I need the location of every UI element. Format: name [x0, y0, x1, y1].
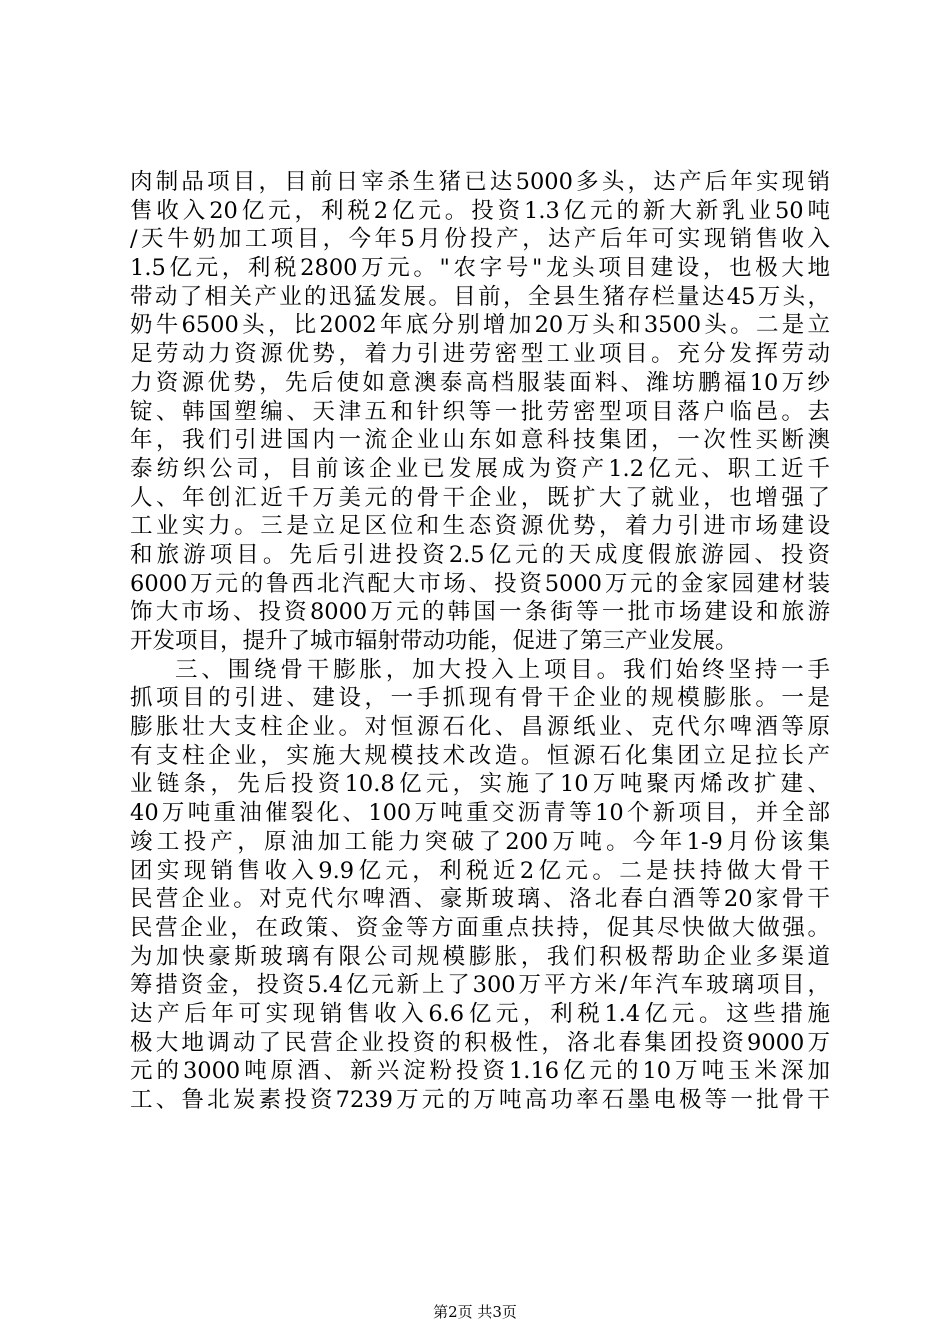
text-line: 6000万元的鲁西北汽配大市场、投资5000万元的金家园建材装 [130, 570, 830, 597]
text-line: 锭、韩国塑编、天津五和针织等一批劳密型项目落户临邑。去 [130, 398, 830, 425]
text-line: 人、年创汇近千万美元的骨干企业，既扩大了就业，也增强了 [130, 484, 830, 511]
paragraph-start-line: 三、围绕骨干膨胀，加大投入上项目。我们始终坚持一手 [175, 656, 830, 683]
text-line: 1.5亿元，利税2800万元。"农字号"龙头项目建设，也极大地 [130, 255, 830, 282]
text-line: 业链条，先后投资10.8亿元，实施了10万吨聚丙烯改扩建、 [130, 771, 830, 798]
text-line: 抓项目的引进、建设，一手抓现有骨干企业的规模膨胀。一是 [130, 685, 830, 712]
text-line: 肉制品项目，目前日宰杀生猪已达5000多头，达产后年实现销 [130, 169, 830, 195]
text-line: 足劳动力资源优势，着力引进劳密型工业项目。充分发挥劳动 [130, 341, 830, 368]
text-line: 膨胀壮大支柱企业。对恒源石化、昌源纸业、克代尔啤酒等原 [130, 714, 830, 741]
text-line: 为加快豪斯玻璃有限公司规模膨胀，我们积极帮助企业多渠道 [130, 943, 830, 970]
text-line: 筹措资金，投资5.4亿元新上了300万平方米/年汽车玻璃项目， [130, 972, 830, 999]
text-line: 和旅游项目。先后引进投资2.5亿元的天成度假旅游园、投资 [130, 541, 830, 568]
text-line: 售收入20亿元，利税2亿元。投资1.3亿元的新大新乳业50吨 [130, 197, 830, 224]
page-footer: 第2页 共3页 [433, 1303, 517, 1321]
text-line: 力资源优势，先后使如意澳泰高档服装面料、潍坊鹏福10万纱 [130, 369, 830, 396]
text-line: 饰大市场、投资8000万元的韩国一条街等一批市场建设和旅游 [130, 599, 830, 626]
text-line: 年，我们引进国内一流企业山东如意科技集团，一次性买断澳 [130, 427, 830, 454]
text-line: 达产后年可实现销售收入6.6亿元，利税1.4亿元。这些措施 [130, 1000, 830, 1027]
body-text [130, 168, 830, 1115]
text-line: 有支柱企业，实施大规模技术改造。恒源石化集团立足拉长产 [130, 742, 830, 769]
text-line: 元的3000吨原酒、新兴淀粉投资1.16亿元的10万吨玉米深加 [130, 1058, 830, 1085]
text-line: 40万吨重油催裂化、100万吨重交沥青等10个新项目，并全部 [130, 800, 830, 827]
text-line: 奶牛6500头，比2002年底分别增加20万头和3500头。二是立 [130, 312, 830, 339]
text-line: 民营企业，在政策、资金等方面重点扶持，促其尽快做大做强。 [130, 914, 830, 941]
text-line: 泰纺织公司，目前该企业已发展成为资产1.2亿元、职工近千 [130, 455, 830, 482]
paragraph-end-line: 开发项目，提升了城市辐射带动功能，促进了第三产业发展。 [130, 628, 738, 654]
text-line: /天牛奶加工项目，今年5月份投产，达产后年可实现销售收入 [130, 226, 830, 253]
text-line: 极大地调动了民营企业投资的积极性，洛北春集团投资9000万 [130, 1029, 830, 1056]
text-line: 工业实力。三是立足区位和生态资源优势，着力引进市场建设 [130, 513, 830, 540]
text-line: 带动了相关产业的迅猛发展。目前，全县生猪存栏量达45万头， [130, 283, 830, 310]
text-line: 团实现销售收入9.9亿元，利税近2亿元。二是扶持做大骨干 [130, 857, 830, 884]
text-line: 民营企业。对克代尔啤酒、豪斯玻璃、洛北春白酒等20家骨干 [130, 886, 830, 913]
text-line: 工、鲁北炭素投资7239万元的万吨高功率石墨电极等一批骨干 [130, 1087, 830, 1113]
text-line: 竣工投产，原油加工能力突破了200万吨。今年1-9月份该集 [130, 828, 830, 855]
